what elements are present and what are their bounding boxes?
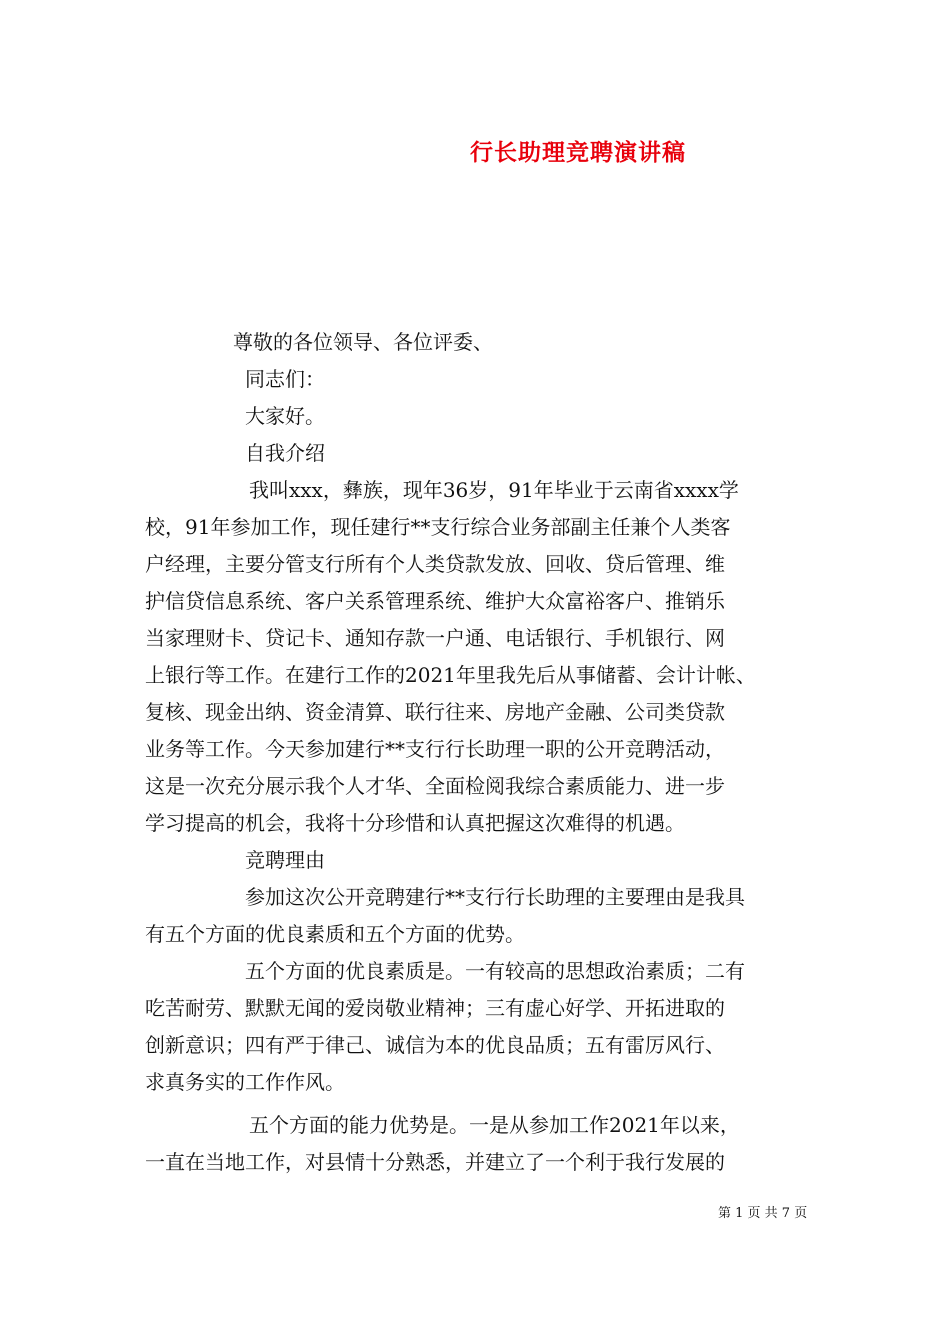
paragraph-line: 参加这次公开竞聘建行**支行行长助理的主要理由是我具: [245, 885, 745, 909]
paragraph-line: 户经理，主要分管支行所有个人类贷款发放、回收、贷后管理、维: [145, 552, 725, 576]
paragraph-line: 五个方面的优良素质是。一有较高的思想政治素质；二有: [245, 959, 745, 983]
paragraph-line: 复核、现金出纳、资金清算、联行往来、房地产金融、公司类贷款: [145, 700, 725, 724]
document-title: 行长助理竞聘演讲稿: [470, 139, 686, 166]
paragraph-line: 求真务实的工作作风。: [145, 1070, 345, 1094]
paragraph-line: 五个方面的能力优势是。一是从参加工作2021年以来，: [249, 1113, 740, 1137]
paragraph-line: 上银行等工作。在建行工作的2021年里我先后从事储蓄、会计计帐、: [145, 663, 756, 687]
paragraph-line: 创新意识；四有严于律己、诚信为本的优良品质；五有雷厉风行、: [145, 1033, 725, 1057]
salutation-line: 同志们：: [245, 367, 325, 391]
paragraph-line: 校，91年参加工作，现任建行**支行综合业务部副主任兼个人类客: [145, 515, 731, 539]
paragraph-line: 我叫xxx，彝族，现年36岁，91年毕业于云南省xxxx学: [249, 478, 739, 502]
paragraph-line: 吃苦耐劳、默默无闻的爱岗敬业精神；三有虚心好学、开拓进取的: [145, 996, 725, 1020]
salutation-line: 尊敬的各位领导、各位评委、: [233, 330, 493, 354]
section-heading: 自我介绍: [245, 441, 325, 465]
document-body: [145, 324, 805, 1181]
paragraph-line: 业务等工作。今天参加建行**支行行长助理一职的公开竞聘活动，: [145, 737, 725, 761]
page-number-footer: 第 1 页 共 7 页: [718, 1206, 808, 1221]
paragraph-line: 护信贷信息系统、客户关系管理系统、维护大众富裕客户、推销乐: [145, 589, 725, 613]
paragraph-line: 有五个方面的优良素质和五个方面的优势。: [145, 922, 525, 946]
greeting-line: 大家好。: [245, 404, 325, 428]
section-heading: 竞聘理由: [245, 848, 325, 872]
paragraph-line: 一直在当地工作，对县情十分熟悉，并建立了一个利于我行发展的: [145, 1150, 725, 1174]
paragraph-line: 学习提高的机会，我将十分珍惜和认真把握这次难得的机遇。: [145, 811, 685, 835]
paragraph-line: 当家理财卡、贷记卡、通知存款一户通、电话银行、手机银行、网: [145, 626, 725, 650]
paragraph-line: 这是一次充分展示我个人才华、全面检阅我综合素质能力、进一步: [145, 774, 725, 798]
